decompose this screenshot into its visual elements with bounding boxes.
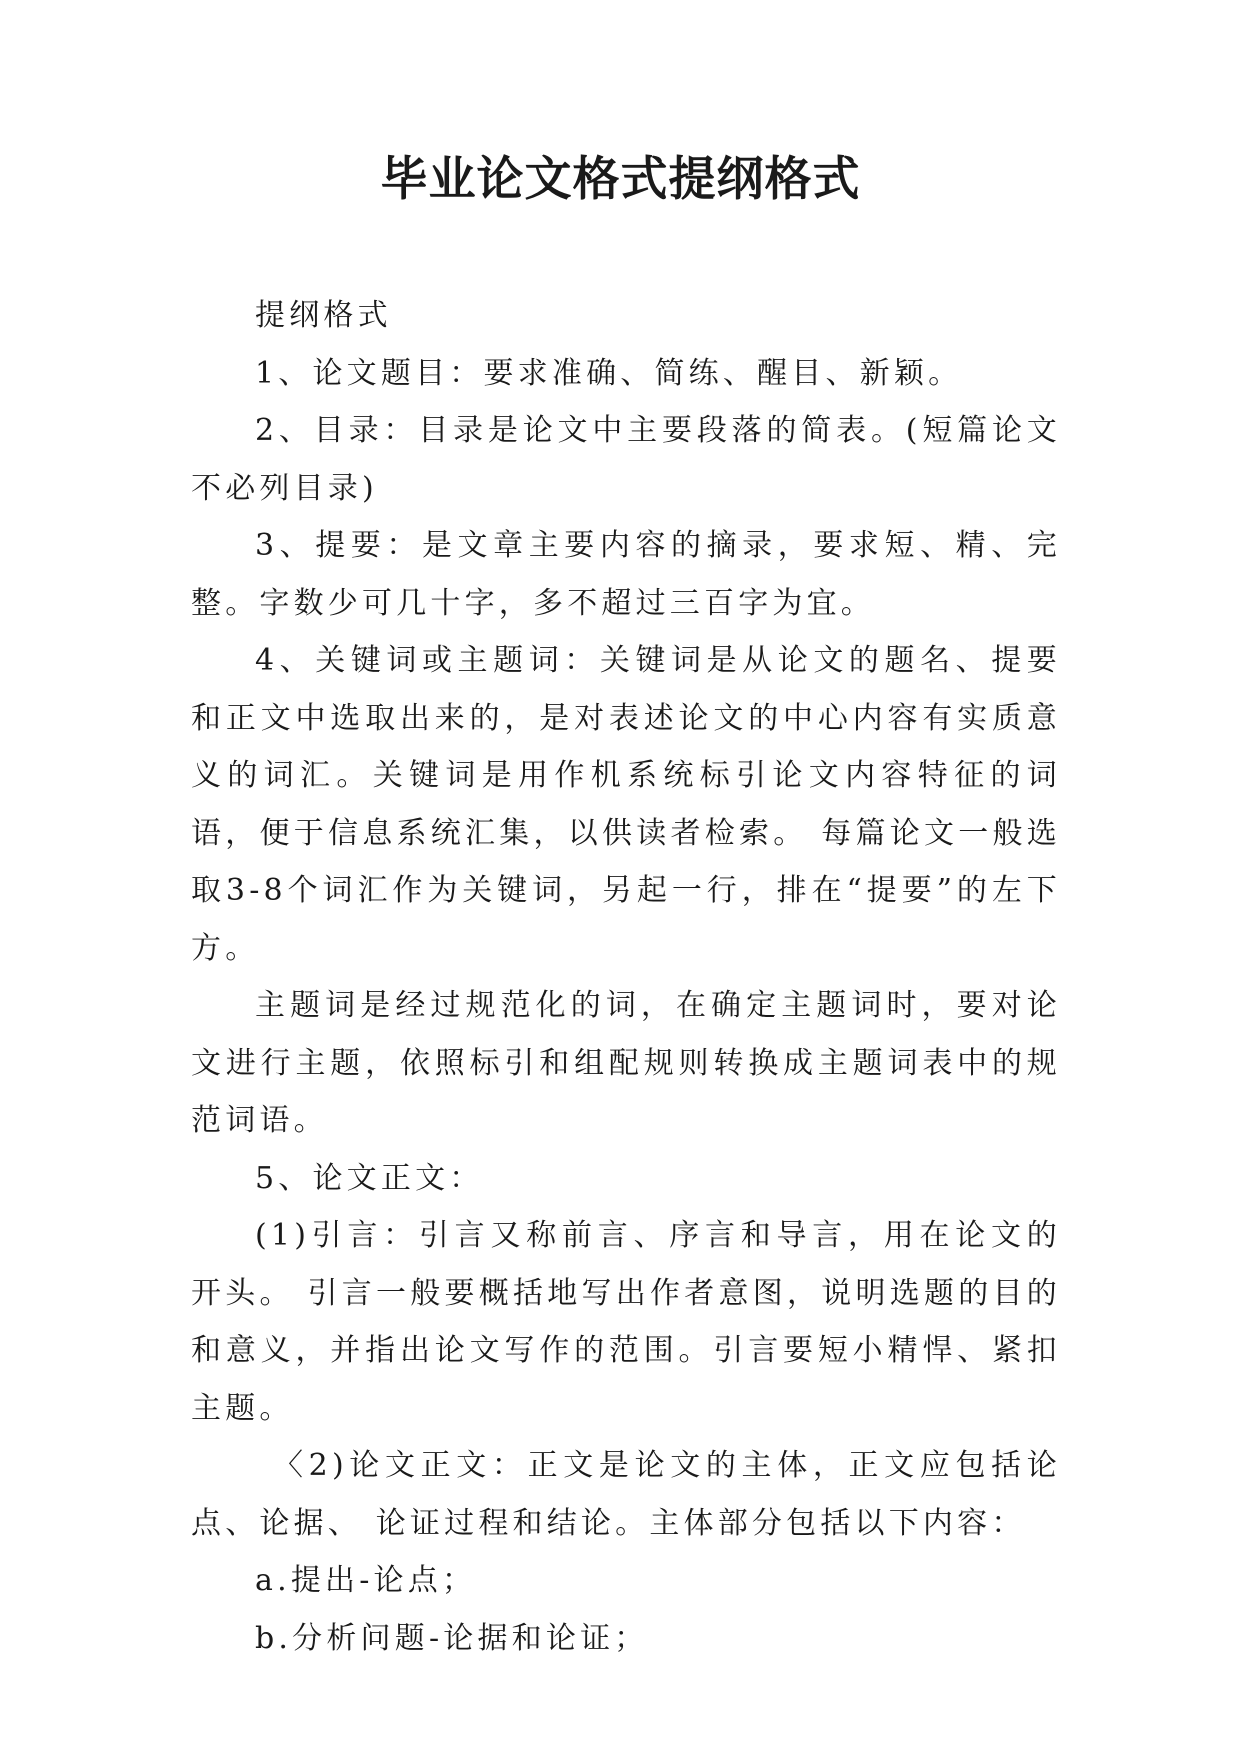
list-item-a: a.提出-论点； bbox=[255, 1563, 477, 1598]
sub-item-body: 〈2)论文正文：正文是论文的主体，正文应包括论点、论据、 论证过程和结论。主体部分包括以下内容： bbox=[191, 1448, 1061, 1541]
document-body bbox=[191, 287, 1061, 1667]
item-abstract: 3、提要：是文章主要内容的摘录，要求短、精、完整。字数少可几十字，多不超过三百字为宜。 bbox=[191, 528, 1061, 621]
sub-item-introduction: (1)引言：引言又称前言、序言和导言，用在论文的开头。 引言一般要概括地写出作者意图，说明选题的目的和意义，并指出论文写作的范围。引言要短小精悍、紧扣主题。 bbox=[191, 1218, 1061, 1426]
item-title-requirement: 1、论文题目：要求准确、简练、醒目、新颖。 bbox=[255, 355, 963, 391]
document-title: 毕业论文格式提纲格式 bbox=[380, 152, 861, 207]
subject-terms-paragraph: 主题词是经过规范化的词，在确定主题词时，要对论文进行主题，依照标引和组配规则转换成主题词表中的规范词语。 bbox=[191, 988, 1061, 1138]
item-main-text: 5、论文正文： bbox=[255, 1160, 484, 1196]
item-table-of-contents: 2、目录：目录是论文中主要段落的简表。(短篇论文不必列目录) bbox=[191, 413, 1061, 506]
list-item-b: b.分析问题-论据和论证； bbox=[255, 1620, 649, 1656]
outline-heading: 提纲格式 bbox=[255, 298, 392, 333]
item-keywords: 4、关键词或主题词：关键词是从论文的题名、提要和正文中选取出来的，是对表述论文的中心内容有实质意义的词汇。关键词是用作机系统标引论文内容特征的词语，便于信息系统汇集，以供读者检索。 每篇论文一般选取3-8个词汇作为关键词，另起一行，排在“提要”的左下方。 bbox=[191, 643, 1061, 966]
